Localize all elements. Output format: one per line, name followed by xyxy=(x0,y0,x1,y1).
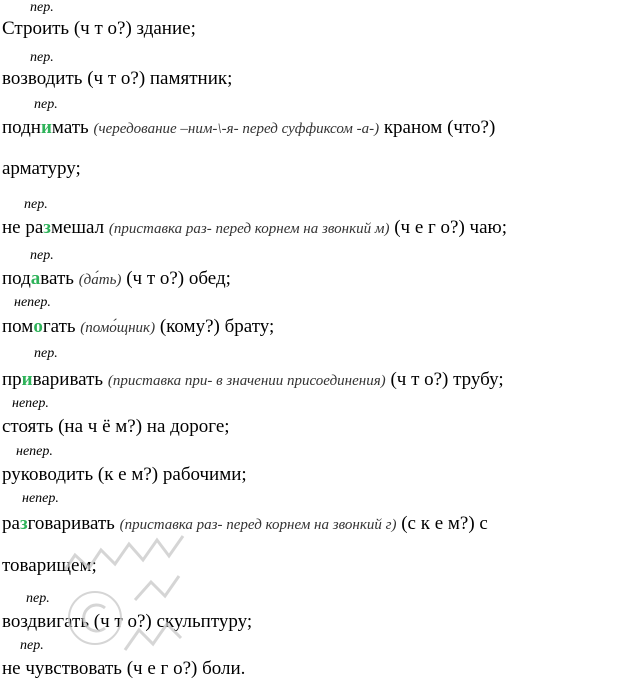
verb-type-note: непер. xyxy=(16,444,53,459)
spelling-explanation: (приставка раз- перед корнем на звонкий м) xyxy=(108,221,390,237)
spelling-explanation: (чередование –ним-\-я- перед суффиксом -а-) xyxy=(93,121,380,137)
sentence-line: разговаривать (приставка раз- перед корнем на звонкий г) (с к е м?) с xyxy=(2,513,488,534)
sentence-line: подавать (да́ть) (ч т о?) обед; xyxy=(2,268,231,289)
sentence-line: стоять (на ч ё м?) на дороге; xyxy=(2,416,230,437)
highlighted-letter: а xyxy=(30,268,41,289)
verb-type-note: пер. xyxy=(30,50,54,65)
highlighted-letter: и xyxy=(40,117,52,138)
sentence-line: не чувствовать (ч е г о?) боли. xyxy=(2,658,246,679)
reshak-copyright-watermark-icon xyxy=(55,530,205,670)
spelling-explanation: (помо́щник) xyxy=(80,320,156,336)
verb-type-note: непер. xyxy=(12,396,49,411)
verb-type-note: пер. xyxy=(34,97,58,112)
sentence-line: не размешал (приставка раз- перед корнем на звонкий м) (ч е г о?) чаю; xyxy=(2,217,508,238)
highlighted-letter: з xyxy=(43,217,51,238)
sentence-line: воздвигать (ч т о?) скульптуру; xyxy=(2,611,253,632)
spelling-explanation: (приставка при- в значении присоединения) xyxy=(107,373,386,389)
sentence-line: поднимать (чередование –ним-\-я- перед суффиксом -а-) краном (что?) xyxy=(2,117,496,138)
sentence-line: Строить (ч т о?) здание; xyxy=(2,18,196,39)
spelling-explanation: (да́ть) xyxy=(78,272,122,288)
verb-type-note: пер. xyxy=(20,638,44,653)
verb-type-note: пер. xyxy=(34,346,58,361)
sentence-line: приваривать (приставка при- в значении присоединения) (ч т о?) трубу; xyxy=(2,369,504,390)
verb-type-note: пер. xyxy=(30,0,54,15)
sentence-line: руководить (к е м?) рабочими; xyxy=(2,464,247,485)
verb-type-note: пер. xyxy=(24,197,48,212)
verb-type-note: пер. xyxy=(30,248,54,263)
sentence-line: арматуру; xyxy=(2,158,81,179)
sentence-line: помогать (помо́щник) (кому?) брату; xyxy=(2,316,275,337)
verb-type-note: непер. xyxy=(14,295,51,310)
verb-type-note: непер. xyxy=(22,491,59,506)
highlighted-letter: и xyxy=(21,369,33,390)
highlighted-letter: з xyxy=(19,513,28,534)
verb-type-note: пер. xyxy=(26,591,50,606)
highlighted-letter: о xyxy=(33,316,43,337)
sentence-line: возводить (ч т о?) памятник; xyxy=(2,68,233,89)
spelling-explanation: (приставка раз- перед корнем на звонкий г) xyxy=(119,517,397,533)
sentence-line: товарищем; xyxy=(2,555,97,576)
